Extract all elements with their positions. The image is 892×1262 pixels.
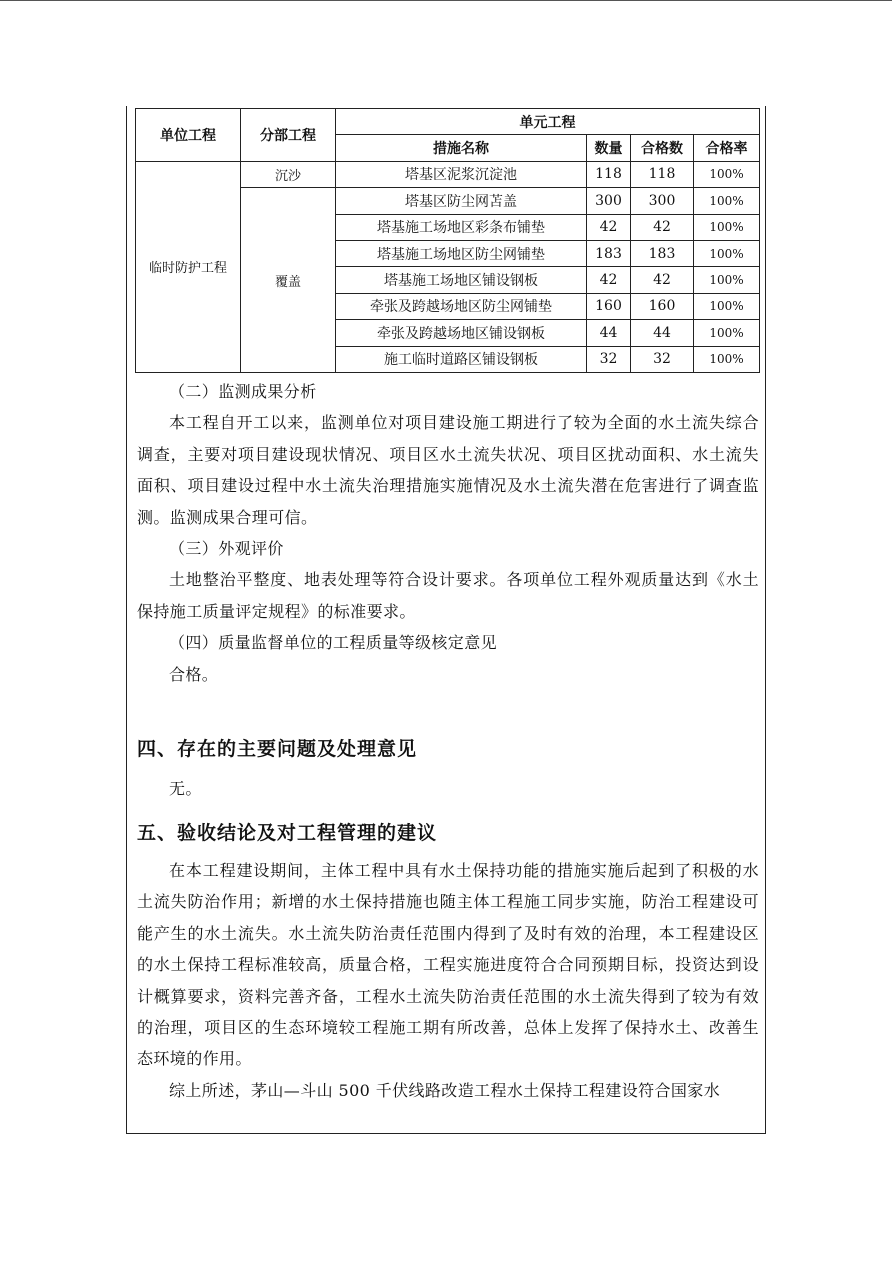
quantity-cell: 300 bbox=[587, 188, 631, 214]
top-rule bbox=[0, 0, 892, 1]
monitoring-heading: （二）监测成果分析 bbox=[169, 382, 317, 401]
quantity-cell: 32 bbox=[587, 346, 631, 372]
rate-cell: 100% bbox=[694, 293, 760, 319]
quality-paragraph: 合格。 bbox=[169, 664, 219, 684]
unit-project-table bbox=[135, 108, 760, 373]
sub-project-cell: 沉沙 bbox=[241, 161, 336, 187]
table-row bbox=[136, 161, 760, 187]
conclusion-paragraph: 在本工程建设期间，主体工程中具有水土保持功能的措施实施后起到了积极的水土流失防治作用；新增的水土保持措施也随主体工程施工同步实施，防治工程建设可能产生的水土流失。水土流失防治责任范围内得到了及时有效的治理，本工程建设区的水土保持工程标准较高，质量合格，工程实施进度符合合同预期目标，投资达到设计概算要求，资料完善齐备，工程水土流失防治责任范围的水土流失得到了较为有效的治理，项目区的生态环境较工程施工期有所改善，总体上发挥了保持水土、改善生态环境的作用。 bbox=[137, 861, 759, 1069]
measure-name-cell: 施工临时道路区铺设钢板 bbox=[336, 346, 587, 372]
unit-project-cell: 临时防护工程 bbox=[136, 161, 241, 372]
quantity-cell: 42 bbox=[587, 267, 631, 293]
monitoring-section bbox=[137, 376, 759, 690]
rate-cell: 100% bbox=[694, 188, 760, 214]
sub-project-cell: 覆盖 bbox=[241, 188, 336, 373]
header-sub-project: 分部工程 bbox=[241, 109, 336, 162]
header-unit-project: 单位工程 bbox=[136, 109, 241, 162]
qualified-cell: 160 bbox=[631, 293, 694, 319]
header-element-project: 单元工程 bbox=[336, 109, 760, 135]
measure-name-cell: 塔基施工场地区铺设钢板 bbox=[336, 267, 587, 293]
appearance-heading: （三）外观评价 bbox=[169, 539, 284, 559]
rate-cell: 100% bbox=[694, 161, 760, 187]
problems-section bbox=[137, 773, 759, 804]
summary-paragraph: 综上所述，茅山—斗山 500 千伏线路改造工程水土保持工程建设符合国家水 bbox=[169, 1080, 721, 1100]
quantity-cell: 183 bbox=[587, 240, 631, 266]
quantity-cell: 118 bbox=[587, 161, 631, 187]
qualified-cell: 300 bbox=[631, 188, 694, 214]
rate-cell: 100% bbox=[694, 320, 760, 346]
qualified-cell: 118 bbox=[631, 161, 694, 187]
qualified-cell: 42 bbox=[631, 214, 694, 240]
measure-name-cell: 牵张及跨越场地区铺设钢板 bbox=[336, 320, 587, 346]
header-measure-name: 措施名称 bbox=[336, 135, 587, 161]
header-qualified-count: 合格数 bbox=[631, 135, 694, 161]
quantity-cell: 42 bbox=[587, 214, 631, 240]
qualified-cell: 42 bbox=[631, 267, 694, 293]
header-quantity: 数量 bbox=[587, 135, 631, 161]
appearance-paragraph: 土地整治平整度、地表处理等符合设计要求。各项单位工程外观质量达到《水土保持施工质量评定规程》的标准要求。 bbox=[137, 570, 759, 621]
monitoring-paragraph: 本工程自开工以来，监测单位对项目建设施工期进行了较为全面的水土流失综合调查，主要对项目建设现状情况、项目区水土流失状况、项目区扰动面积、水土流失面积、项目建设过程中水土流失治理措施实施情况及水土流失潜在危害进行了调查监测。监测成果合理可信。 bbox=[137, 413, 759, 527]
problems-heading: 四、存在的主要问题及处理意见 bbox=[137, 738, 418, 760]
rate-cell: 100% bbox=[694, 346, 760, 372]
rate-cell: 100% bbox=[694, 267, 760, 293]
measure-name-cell: 塔基施工场地区彩条布铺垫 bbox=[336, 214, 587, 240]
measure-name-cell: 牵张及跨越场地区防尘网铺垫 bbox=[336, 293, 587, 319]
conclusion-heading: 五、验收结论及对工程管理的建议 bbox=[137, 822, 438, 844]
quantity-cell: 44 bbox=[587, 320, 631, 346]
problems-paragraph: 无。 bbox=[169, 779, 202, 798]
quantity-cell: 160 bbox=[587, 293, 631, 319]
qualified-cell: 32 bbox=[631, 346, 694, 372]
qualified-cell: 44 bbox=[631, 320, 694, 346]
measure-name-cell: 塔基施工场地区防尘网铺垫 bbox=[336, 240, 587, 266]
conclusion-section bbox=[137, 855, 759, 1106]
rate-cell: 100% bbox=[694, 240, 760, 266]
measure-name-cell: 塔基区防尘网苫盖 bbox=[336, 188, 587, 214]
rate-cell: 100% bbox=[694, 214, 760, 240]
table-header-row bbox=[136, 109, 760, 135]
quality-heading: （四）质量监督单位的工程质量等级核定意见 bbox=[169, 633, 498, 653]
header-pass-rate: 合格率 bbox=[694, 135, 760, 161]
measure-name-cell: 塔基区泥浆沉淀池 bbox=[336, 161, 587, 187]
qualified-cell: 183 bbox=[631, 240, 694, 266]
